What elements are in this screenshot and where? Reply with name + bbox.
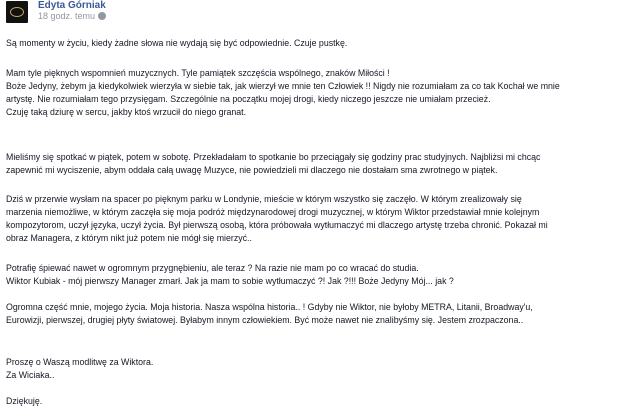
post-line: marzenia niemożliwe, w którym zaczęła się moja podróż międzynarodowej drogi muzycznej, w którym Wiktor przedstawiał mnie kolejnym xyxy=(6,207,540,217)
post-line: artystę. Nie rozumiałam tego przysięgam. Szczególnie na początku mojej drogi, kiedy niczego jeszcze nie umiałam przecież. xyxy=(6,94,491,104)
post-line: Ogromna część mnie, mojego życia. Moja historia. Nasza wspólna historia.. ! Gdyby nie Wiktor, nie byłoby METRA, Litanii, Broadway'u, xyxy=(6,302,533,312)
post-line: Są momenty w życiu, kiedy żadne słowa nie wydają się być odpowiednie. Czuje pustkę. xyxy=(6,38,348,48)
post-timestamp[interactable]: 18 godz. temu xyxy=(38,11,96,21)
post-line: Mieliśmy się spotkać w piątek, potem w sobotę. Przekładałam to spotkanie bo przeciągały się godziny prac studyjnych. Najbliżsi mi chcąc xyxy=(6,152,541,162)
post-line: Dziękuję. xyxy=(6,396,43,406)
logo-icon xyxy=(10,7,24,17)
post-line: Proszę o Waszą modlitwę za Wiktora. xyxy=(6,357,154,367)
author-name[interactable]: Edyta Górniak xyxy=(38,0,106,11)
post-line: Boże Jedyny, żebym ja kiedykolwiek wierzyła w siebie tak, jak wierzył we mnie ten Człowiek !! Nigdy nie rozumiałam za co tak Kochał we mnie xyxy=(6,81,560,91)
globe-icon[interactable] xyxy=(98,12,106,20)
post-line: zapewnić mi wyciszenie, abym oddała całą uwagę Muzyce, nie powiedzieli mi dlaczego nie dostałam sma zwrotnego w piątek. xyxy=(6,165,498,175)
post-line: Eurowizji, pierwszej, drugiej płyty światowej. Byłabym innym człowiekiem. Być może nawet nie znalibyśmy się. Jestem zrozpaczona.. xyxy=(6,315,524,325)
post-meta xyxy=(38,11,106,21)
post-line: Za Wiciaka.. xyxy=(6,370,55,380)
post-line: Wiktor Kubiak - mój pierwszy Manager zmarł. Jak ja mam to sobie wytłumaczyć ?! Jak ?!!! Boże Jedyny Mój... jak ? xyxy=(6,276,454,286)
post-line: Mam tyle pięknych wspomnień muzycznych. Tyle pamiątek szczęścia wspólnego, znaków Miłości ! xyxy=(6,68,390,78)
post-line: Czuję taką dziurę w sercu, jakby ktoś wrzucił do niego granat. xyxy=(6,107,247,117)
avatar[interactable] xyxy=(6,1,28,23)
post-line: Potrafię śpiewać nawet w ogromnym przygnębieniu, ale teraz ? Na razie nie mam po co wracać do studia. xyxy=(6,263,419,273)
post-line: obraz Managera, z którym nikt już potem nie mógł się mierzyć.. xyxy=(6,233,252,243)
post-line: kompozytorom, uczył języka, uczył życia. Był pierwszą osobą, która próbowała wytłumaczyć mi dlaczego artystę trzeba chronić. Pokazał mi xyxy=(6,220,548,230)
post-line: Dziś w przerwie wysłam na spacer po pięknym parku w Londynie, mieście w którym wszystko się zaczęło. W którym zrealizowały się xyxy=(6,194,522,204)
